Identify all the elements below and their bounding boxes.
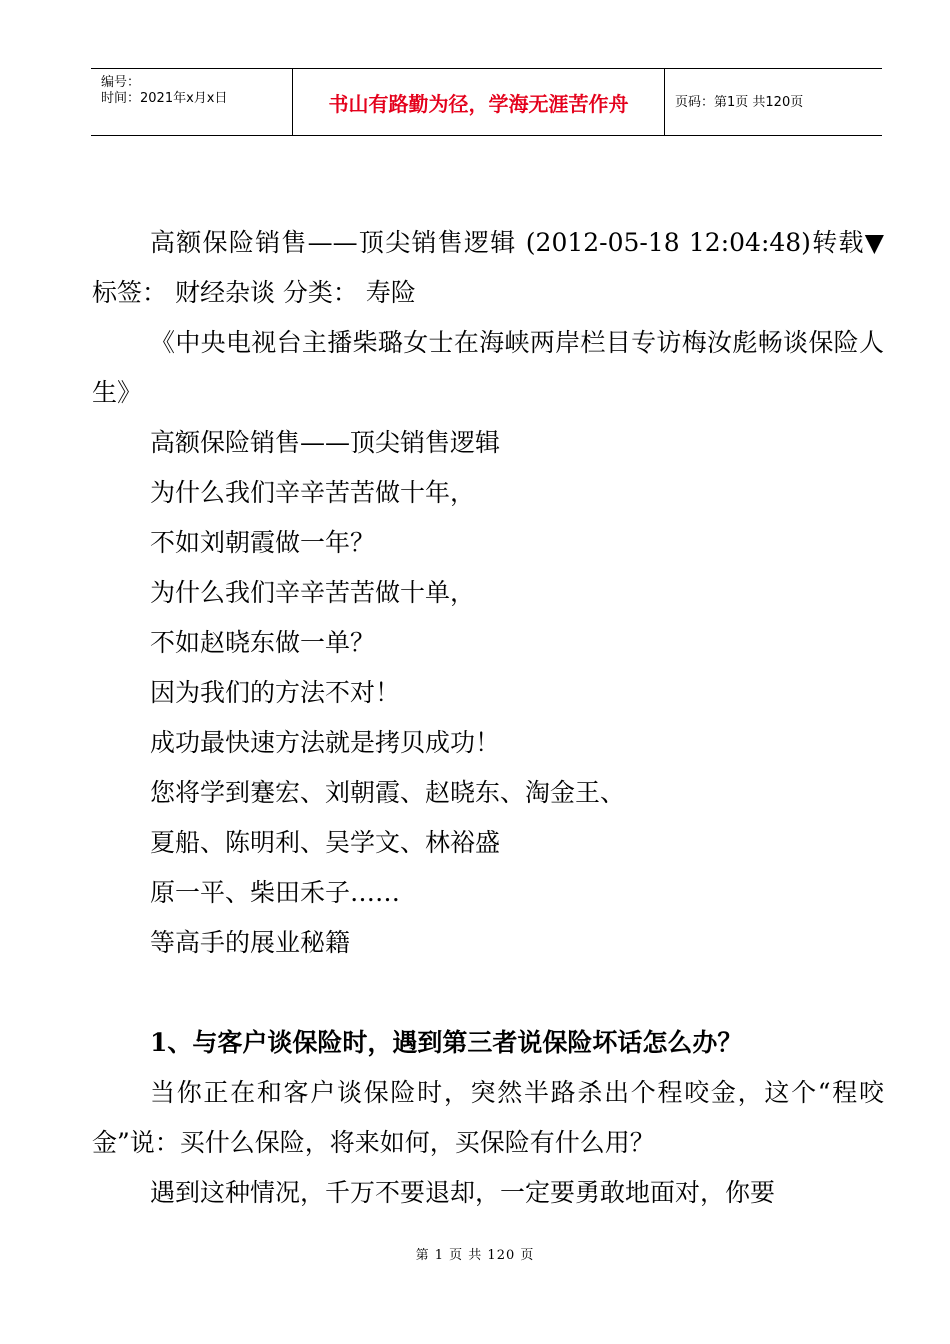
document-header	[91, 68, 882, 136]
body-line: 原一平、柴田禾子……	[150, 878, 401, 907]
program-title-line: 《中央电视台主播柴璐女士在海峡两岸栏目专访梅汝彪畅谈保险人生》	[92, 328, 884, 407]
paragraph-spacer	[92, 968, 884, 1018]
header-meta-cell	[91, 69, 293, 135]
body-line: 等高手的展业秘籍	[150, 928, 351, 957]
page-info: 页码：第1页 共120页	[675, 95, 804, 110]
header-page-cell	[665, 69, 882, 135]
motto-text: 书山有路勤为径，学海无涯苦作舟	[328, 92, 629, 116]
document-body	[92, 218, 884, 1218]
header-motto-cell	[293, 69, 665, 135]
body-line: 为什么我们辛辛苦苦做十年，	[150, 478, 476, 507]
body-line: 为什么我们辛辛苦苦做十单，	[150, 578, 476, 607]
body-line: 不如赵晓东做一单？	[150, 628, 376, 657]
body-line: 夏船、陈明利、吴学文、林裕盛	[150, 828, 501, 857]
body-paragraph: 当你正在和客户谈保险时，突然半路杀出个程咬金，这个“程咬金”说：买什么保险，将来如何，买保险有什么用？	[92, 1078, 884, 1157]
article-title-line: 高额保险销售——顶尖销售逻辑 (2012-05-18 12:04:48)转载▼标签： 财经杂谈 分类： 寿险	[92, 228, 884, 307]
body-line: 因为我们的方法不对！	[150, 678, 401, 707]
body-line: 不如刘朝霞做一年？	[150, 528, 376, 557]
page-footer: 第 1 页 共 120 页	[415, 1248, 535, 1263]
body-paragraph: 遇到这种情况，千万不要退却，一定要勇敢地面对，你要	[150, 1178, 776, 1207]
body-line: 成功最快速方法就是拷贝成功！	[150, 728, 501, 757]
number-label: 编号：	[101, 75, 141, 90]
body-line: 您将学到蹇宏、刘朝霞、赵晓东、淘金王、	[150, 778, 626, 807]
question-heading: 1、与客户谈保险时，遇到第三者说保险坏话怎么办？	[150, 1028, 743, 1057]
body-line: 高额保险销售——顶尖销售逻辑	[150, 428, 501, 457]
time-label: 时间：2021年x月x日	[101, 91, 228, 106]
